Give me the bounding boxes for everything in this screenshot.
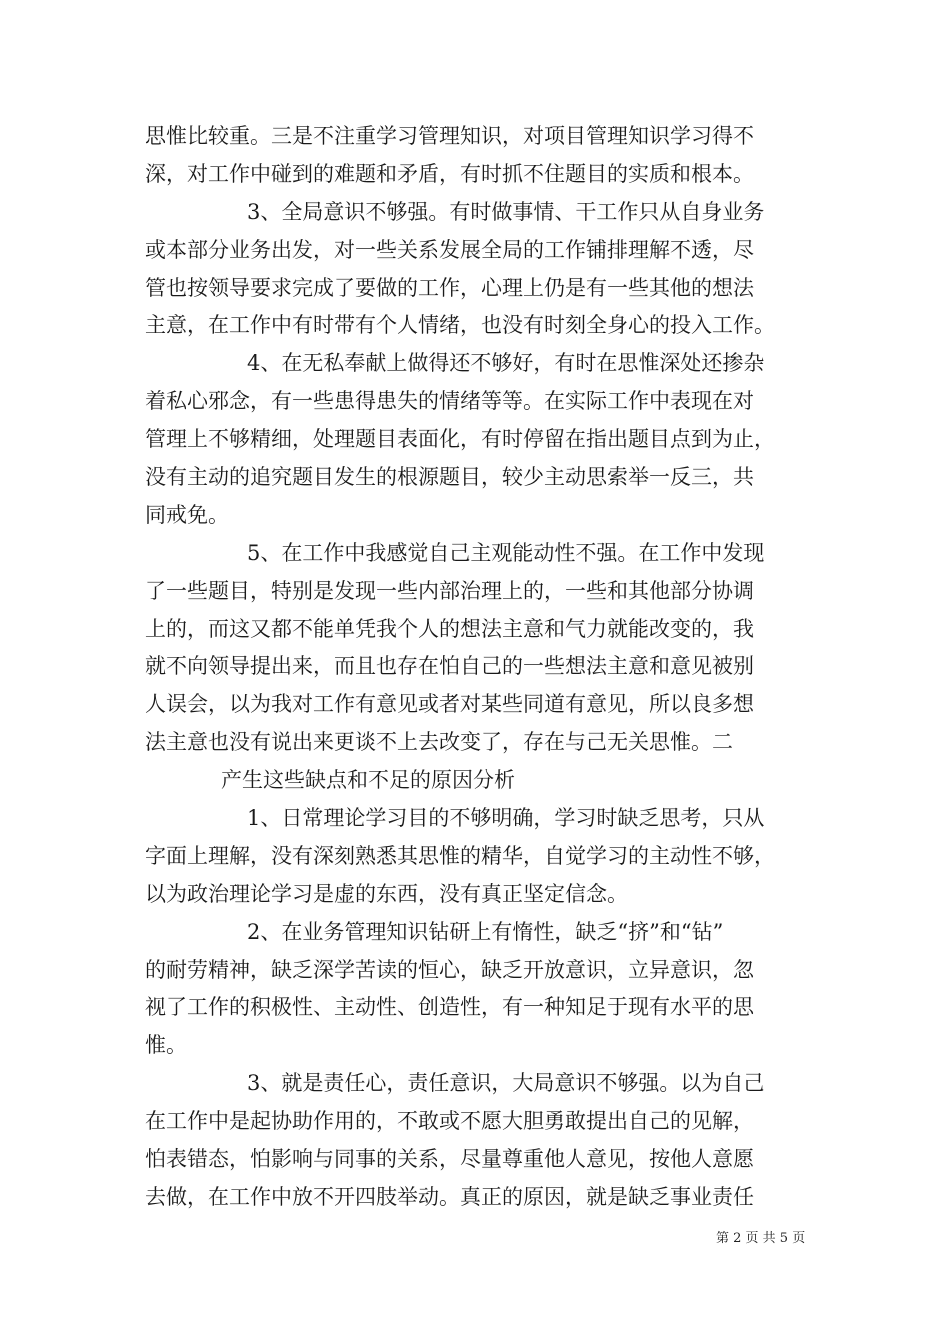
text-line: 了一些题目，特别是发现一些内部治理上的，一些和其他部分协调 xyxy=(145,578,754,603)
text-line: 字面上理解，没有深刻熟悉其思惟的精华，自觉学习的主动性不够， xyxy=(145,843,775,868)
text-line: 去做，在工作中放不开四肢举动。真正的原因，就是缺乏事业责任 xyxy=(145,1184,754,1209)
text-line: 或本部分业务出发，对一些关系发展全局的工作铺排理解不透，尽 xyxy=(145,237,754,262)
text-line: 没有主动的追究题目发生的根源题目，较少主动思索举一反三，共 xyxy=(145,465,754,490)
text-line: 在工作中是起协助作用的，不敢或不愿大胆勇敢提出自己的见解， xyxy=(145,1109,754,1134)
text-line: 主意，在工作中有时带有个人情绪，也没有时刻全身心的投入工作。 xyxy=(145,313,775,338)
paragraph-start: 5、在工作中我感觉自己主观能动性不强。在工作中发现 xyxy=(247,540,765,565)
text-line: 深，对工作中碰到的难题和矛盾，有时抓不住题目的实质和根本。 xyxy=(145,161,754,186)
paragraph-start: 2、在业务管理知识钻研上有惰性，缺乏“挤”和“钻” xyxy=(247,919,724,944)
text-line: 视了工作的积极性、主动性、创造性，有一种知足于现有水平的思 xyxy=(145,995,754,1020)
text-line: 同戒免。 xyxy=(145,502,229,527)
page-number: 第 2 页 共 5 页 xyxy=(716,1231,806,1246)
text-line: 法主意也没有说出来更谈不上去改变了，存在与己无关思惟。二 xyxy=(145,730,733,755)
paragraph-start: 4、在无私奉献上做得还不够好，有时在思惟深处还掺杂 xyxy=(247,351,765,376)
text-line: 着私心邪念，有一些患得患失的情绪等等。在实际工作中表现在对 xyxy=(145,389,754,414)
text-line: 怕表错态，怕影响与同事的关系，尽量尊重他人意见，按他人意愿 xyxy=(145,1147,754,1172)
text-line: 上的，而这又都不能单凭我个人的想法主意和气力就能改变的，我 xyxy=(145,616,754,641)
paragraph-start: 3、全局意识不够强。有时做事情、干工作只从自身业务 xyxy=(247,199,765,224)
text-line: 管也按领导要求完成了要做的工作，心理上仍是有一些其他的想法 xyxy=(145,275,754,300)
text-line: 管理上不够精细，处理题目表面化，有时停留在指出题目点到为止， xyxy=(145,427,775,452)
paragraph-start: 1、日常理论学习目的不够明确，学习时缺乏思考，只从 xyxy=(247,806,765,831)
text-line: 思惟比较重。三是不注重学习管理知识，对项目管理知识学习得不 xyxy=(145,124,754,148)
body-text xyxy=(145,118,813,1217)
text-line: 惟。 xyxy=(145,1033,187,1058)
paragraph-start: 3、就是责任心，责任意识，大局意识不够强。以为自己 xyxy=(247,1071,765,1096)
text-line: 就不向领导提出来，而且也存在怕自己的一些想法主意和意见被别 xyxy=(145,654,754,679)
text-line: 以为政治理论学习是虚的东西，没有真正坚定信念。 xyxy=(145,881,628,906)
section-heading: 产生这些缺点和不足的原因分析 xyxy=(221,768,515,793)
text-line: 人误会，以为我对工作有意见或者对某些同道有意见，所以良多想 xyxy=(145,692,754,717)
text-line: 的耐劳精神，缺乏深学苦读的恒心，缺乏开放意识，立异意识，忽 xyxy=(145,957,754,982)
